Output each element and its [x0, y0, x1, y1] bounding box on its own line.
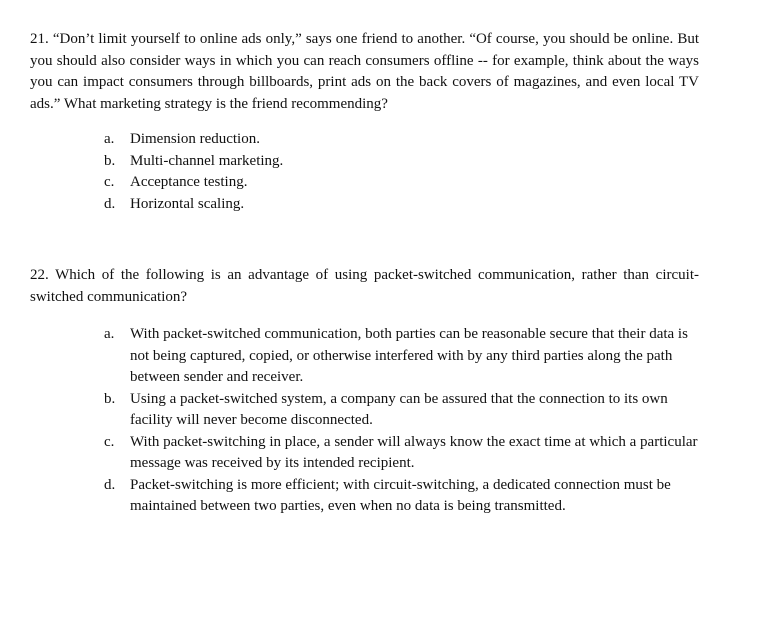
option-letter: c.: [104, 174, 115, 190]
question-text: “Don’t limit yourself to online ads only,” says one friend to another. “Of course, you should be online. But you should also consider ways in which you can reach consumers offline -- for example, think about the ways you can impact consumers through billboards, print ads on the back covers of magazines, and even local TV ads.” What marketing strategy is the friend recommending?: [30, 31, 699, 112]
document-page: [30, 29, 699, 518]
question-number: 22.: [30, 267, 49, 283]
answer-options-21: [104, 129, 699, 215]
question-21: [30, 29, 699, 115]
option-letter: d.: [104, 476, 116, 493]
option-text: Packet-switching is more efficient; with circuit-switching, a dedicated connection must be maintained between two parties, even when no data is being transmitted.: [130, 476, 671, 514]
option-letter: a.: [104, 131, 115, 147]
option-a: [104, 324, 699, 389]
option-letter: b.: [104, 152, 116, 169]
option-c: [104, 432, 699, 475]
option-letter: b.: [104, 390, 116, 407]
answer-options-22: [104, 324, 699, 518]
option-letter: c.: [104, 433, 115, 450]
option-d: [104, 194, 699, 216]
option-text: Using a packet-switched system, a company can be assured that the connection to its own facility will never become disconnected.: [130, 390, 668, 428]
option-letter: a.: [104, 326, 115, 342]
option-d: [104, 475, 699, 518]
option-b: [104, 389, 699, 432]
option-text: With packet-switched communication, both parties can be reasonable secure that their data is not being captured, copied, or otherwise interfered with by any third parties along the path between sender and receiver.: [130, 326, 688, 385]
question-text: Which of the following is an advantage of using packet-switched communication, rather than circuit-switched communication?: [30, 267, 699, 305]
option-c: [104, 172, 699, 194]
question-number: 21.: [30, 31, 49, 47]
option-text: Multi-channel marketing.: [130, 152, 284, 169]
option-text: Dimension reduction.: [130, 131, 260, 147]
option-b: [104, 151, 699, 173]
option-text: With packet-switching in place, a sender will always know the exact time at which a particular message was received by its intended recipient.: [130, 433, 698, 471]
option-text: Acceptance testing.: [130, 174, 248, 190]
question-22: [30, 265, 699, 308]
option-text: Horizontal scaling.: [130, 195, 245, 212]
option-letter: d.: [104, 195, 116, 212]
option-a: [104, 129, 699, 151]
